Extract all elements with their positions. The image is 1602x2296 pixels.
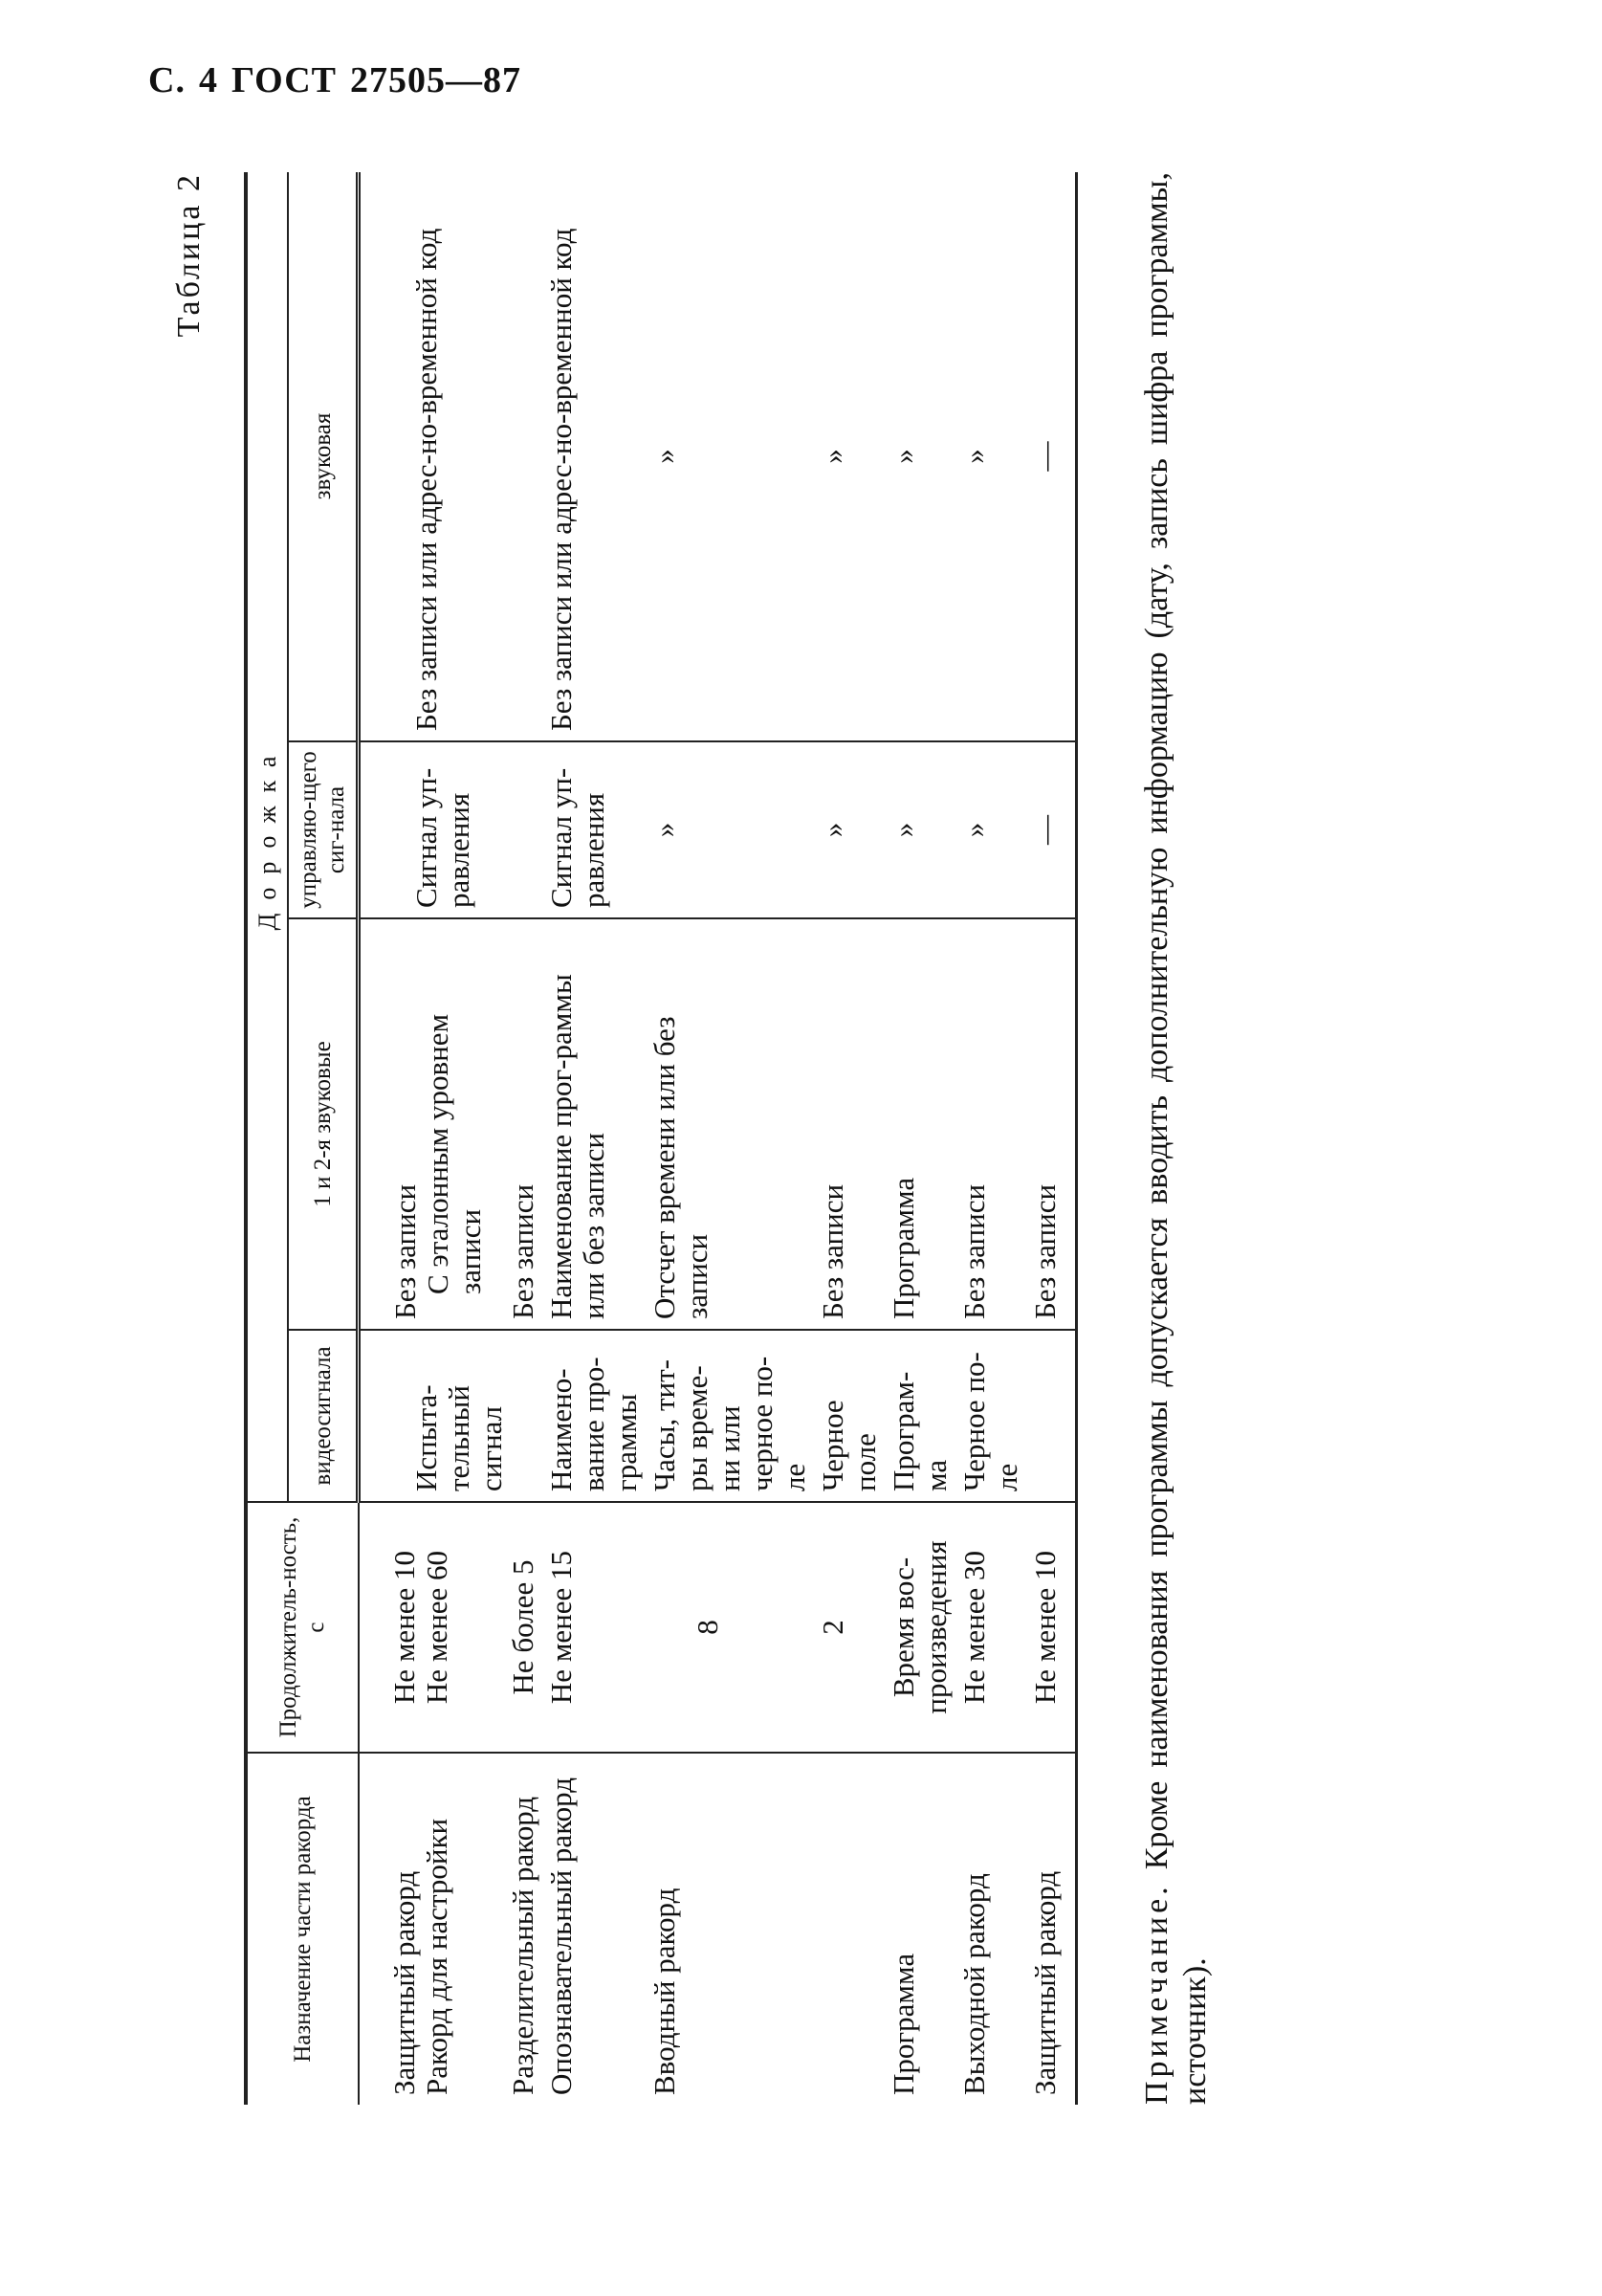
cell-audio-cue: —: [1026, 172, 1077, 741]
cell-duration: Не менее 15: [542, 1502, 646, 1753]
cell-video: Черное по-ле: [955, 1330, 1026, 1502]
cell-audio-cue: »: [885, 172, 955, 741]
standard-name: ГОСТ: [230, 60, 337, 100]
cell-audio12: Без записи: [814, 918, 885, 1330]
cell-line: Не менее 60: [419, 1550, 453, 1705]
header-control: управляю-щего сиг-нала: [288, 741, 359, 918]
cell-audio12: Программа: [885, 918, 955, 1330]
cell-control: »: [955, 741, 1026, 918]
cell-purpose: Опознавательный ракорд: [544, 1777, 578, 2095]
cell-control: —: [1026, 741, 1077, 918]
header-purpose: Назначение части ракорда: [246, 1753, 359, 2105]
cell-control: »: [814, 741, 885, 918]
header-duration: Продолжитель-ность, с: [246, 1502, 359, 1753]
note-head: Примечание.: [1139, 1883, 1174, 2105]
cell-purpose: Защитный ракорд: [1026, 1753, 1077, 2105]
table-row: [955, 172, 1026, 2105]
cell-duration: 2: [814, 1502, 885, 1753]
cell-audio-cue: Без записи или адрес-но-временной код: [542, 172, 646, 741]
cell-line: С эталонным уровнем записи: [421, 1013, 487, 1294]
cell-duration: 8: [646, 1502, 814, 1753]
cell-control: Сигнал уп-равления: [359, 741, 543, 918]
page-prefix: С.: [148, 60, 186, 100]
cell-purpose: Разделительный ракорд: [506, 1796, 539, 2095]
table-note: [1138, 172, 1215, 2105]
cell-control: »: [885, 741, 955, 918]
table-caption: Таблица 2: [171, 172, 207, 338]
cell-video: Испыта-тельный сигнал: [359, 1330, 543, 1502]
note-text: Кроме наименования программы допускается вводить дополнительную информацию (дату, запись шифра программы, источник).: [1139, 171, 1213, 2105]
cell-control: »: [646, 741, 814, 918]
table-row: [359, 172, 491, 2105]
cell-video: Черное поле: [814, 1330, 885, 1502]
cell-audio-cue: »: [646, 172, 814, 741]
table-row: [646, 172, 814, 2105]
cell-purpose: [359, 1753, 491, 2105]
cell-audio-cue: Без записи или адрес-но-временной код: [359, 172, 543, 741]
cell-duration: Не более 5: [490, 1502, 542, 1753]
table-row: [1026, 172, 1077, 2105]
cell-duration: [359, 1502, 491, 1753]
cell-purpose: Программа: [887, 1953, 920, 2095]
cell-control: Сигнал уп-равления: [542, 741, 646, 918]
cell-duration: Не менее 30: [955, 1502, 1026, 1753]
ракорд-table: [244, 172, 1078, 2105]
cell-audio12: Без записи: [490, 918, 542, 1330]
cell-line: Ракорд для настройки: [419, 1818, 453, 2095]
cell-video: Наимено-вание про-граммы: [542, 1330, 646, 1502]
standard-number: 27505—87: [350, 60, 521, 100]
header-video: видеосигнала: [288, 1330, 359, 1502]
header-tracks-group: Дорожка: [246, 172, 288, 1502]
cell-line: Без записи: [388, 1183, 422, 1319]
page-number: 4: [198, 60, 218, 100]
cell-duration: Время вос-произведения: [885, 1502, 955, 1753]
cell-video: [1026, 1330, 1077, 1502]
cell-audio12: [359, 918, 491, 1330]
table-row: [542, 172, 646, 2105]
cell-audio12: Без записи: [955, 918, 1026, 1330]
cell-video: Програм-ма: [885, 1330, 955, 1502]
cell-audio12: Отсчет времени или без записи: [646, 918, 814, 1330]
table-row: [885, 172, 955, 2105]
cell-audio-cue: »: [955, 172, 1026, 741]
rotated-table-block: [171, 171, 1229, 2105]
cell-line: Защитный ракорд: [386, 1870, 421, 2095]
header-audio-cue: звуковая: [288, 172, 359, 741]
header-audio12: 1 и 2-я звуковые: [288, 918, 359, 1330]
cell-audio-cue: »: [814, 172, 885, 741]
cell-purpose: Выходной ракорд: [957, 1873, 991, 2095]
cell-video: Часы, тит-ры време-ни или черное по-ле: [646, 1330, 814, 1502]
cell-duration: Не менее 10: [1026, 1502, 1077, 1753]
cell-audio12: Без записи: [1026, 918, 1077, 1330]
cell-purpose: Вводный ракорд: [647, 1888, 681, 2095]
cell-line: Не менее 10: [386, 1550, 421, 1705]
page-header: [148, 59, 535, 101]
cell-audio12: Наименование прог-раммы или без записи: [542, 918, 646, 1330]
